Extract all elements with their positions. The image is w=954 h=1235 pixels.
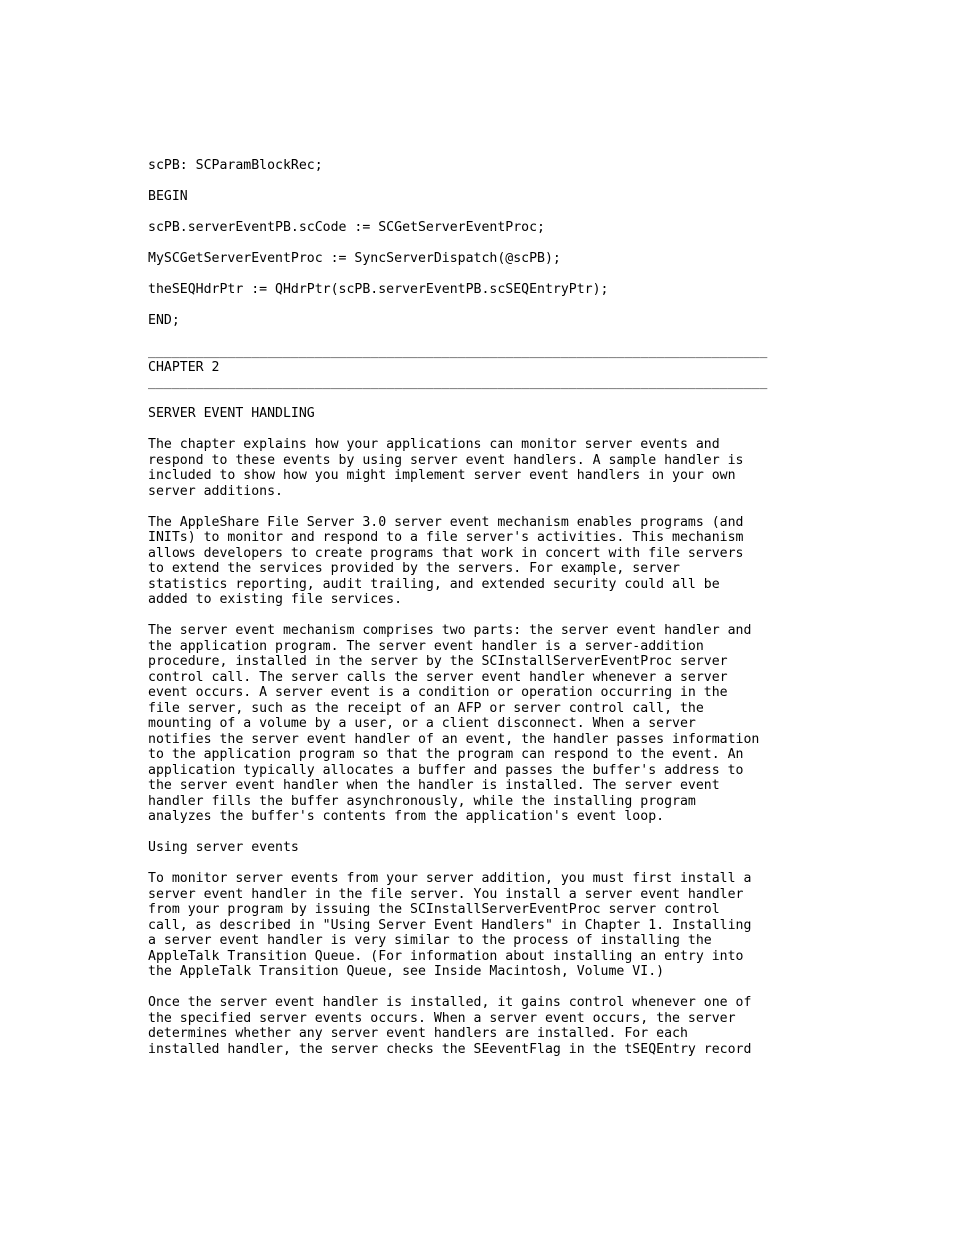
paragraph-line: file server, such as the receipt of an AFP or server control call, the — [148, 700, 704, 716]
spacer — [148, 205, 848, 221]
code-line-assign-sccode: scPB.serverEventPB.scCode := SCGetServerEventProc; — [148, 220, 545, 235]
spacer — [148, 174, 848, 190]
paragraph-line: handler fills the buffer asynchronously, while the installing program — [148, 793, 696, 809]
paragraph-line: INITs) to monitor and respond to a file server's activities. This mechanism — [148, 530, 744, 545]
paragraph-line: installed handler, the server checks the SEeventFlag in the tSEQEntry record — [148, 1041, 752, 1057]
paragraph-mechanism — [148, 515, 848, 608]
paragraph-line: the specified server events occurs. When a server event occurs, the server — [148, 1010, 736, 1026]
paragraph-line: AppleTalk Transition Queue. (For information about installing an entry into — [148, 948, 744, 964]
spacer — [148, 329, 848, 345]
paragraph-line: procedure, installed in the server by the SCInstallServerEventProc server — [148, 654, 728, 669]
code-line-hdrptr: theSEQHdrPtr := QHdrPtr(scPB.serverEventPB.scSEQEntryPtr); — [148, 282, 609, 297]
paragraph-line: the AppleTalk Transition Queue, see Inside Macintosh, Volume VI.) — [148, 964, 665, 979]
paragraph-intro — [148, 437, 848, 499]
paragraph-monitor — [148, 871, 848, 980]
paragraph-once — [148, 995, 848, 1057]
paragraph-line: the server event handler when the handler is installed. The server event — [148, 778, 720, 793]
paragraph-line: statistics reporting, audit trailing, and extended security could all be — [148, 576, 720, 592]
spacer — [148, 980, 848, 996]
paragraph-line: the application program. The server event handler is a server-addition — [148, 638, 704, 654]
code-line-declaration: scPB: SCParamBlockRec; — [148, 158, 323, 173]
spacer — [148, 267, 848, 283]
paragraph-line: server event handler in the file server. You install a server event handler — [148, 886, 744, 902]
paragraph-line: Once the server event handler is installed, it gains control whenever one of — [148, 995, 752, 1010]
paragraph-line: application typically allocates a buffer and passes the buffer's address to — [148, 762, 744, 778]
paragraph-line: from your program by issuing the SCInstallServerEventProc server control — [148, 902, 720, 917]
document-body — [148, 158, 848, 1057]
paragraph-line: respond to these events by using server event handlers. A sample handler is — [148, 452, 744, 468]
paragraph-line: The AppleShare File Server 3.0 server event mechanism enables programs (and — [148, 514, 744, 530]
section-heading: Using server events — [148, 840, 299, 855]
paragraph-line: event occurs. A server event is a condition or operation occurring in the — [148, 685, 728, 700]
spacer — [148, 825, 848, 841]
spacer — [148, 499, 848, 515]
paragraph-line: a server event handler is very similar to the process of installing the — [148, 933, 712, 948]
paragraph-line: analyzes the buffer's contents from the application's event loop. — [148, 809, 665, 824]
paragraph-line: to the application program so that the program can respond to the event. An — [148, 747, 744, 762]
chapter-label: CHAPTER 2 — [148, 359, 220, 375]
paragraph-line: to extend the services provided by the servers. For example, server — [148, 561, 680, 576]
spacer — [148, 391, 848, 407]
code-line-end: END; — [148, 313, 180, 328]
chapter-rule-top: ______________________________________________________________________________ — [148, 344, 768, 359]
paragraph-line: call, as described in "Using Server Event Handlers" in Chapter 1. Installing — [148, 917, 752, 933]
chapter-title: SERVER EVENT HANDLING — [148, 406, 315, 421]
paragraph-line: server additions. — [148, 483, 283, 499]
paragraph-line: notifies the server event handler of an event, the handler passes information — [148, 731, 760, 747]
paragraph-line: The server event mechanism comprises two parts: the server event handler and — [148, 623, 752, 638]
spacer — [148, 236, 848, 252]
spacer — [148, 856, 848, 872]
paragraph-line: To monitor server events from your server addition, you must first install a — [148, 871, 752, 886]
paragraph-line: determines whether any server event handlers are installed. For each — [148, 1026, 688, 1041]
spacer — [148, 422, 848, 438]
paragraph-line: control call. The server calls the server event handler whenever a server — [148, 669, 728, 685]
code-line-begin: BEGIN — [148, 189, 188, 204]
code-line-dispatch: MySCGetServerEventProc := SyncServerDispatch(@scPB); — [148, 251, 561, 266]
spacer — [148, 298, 848, 314]
chapter-rule-bottom: ______________________________________________________________________________ — [148, 375, 768, 390]
paragraph-parts — [148, 623, 848, 825]
paragraph-line: The chapter explains how your applications can monitor server events and — [148, 437, 720, 452]
paragraph-line: mounting of a volume by a user, or a client disconnect. When a server — [148, 716, 696, 731]
paragraph-line: allows developers to create programs that work in concert with file servers — [148, 545, 744, 561]
paragraph-line: added to existing file services. — [148, 592, 403, 607]
paragraph-line: included to show how you might implement server event handlers in your own — [148, 468, 736, 483]
spacer — [148, 608, 848, 624]
